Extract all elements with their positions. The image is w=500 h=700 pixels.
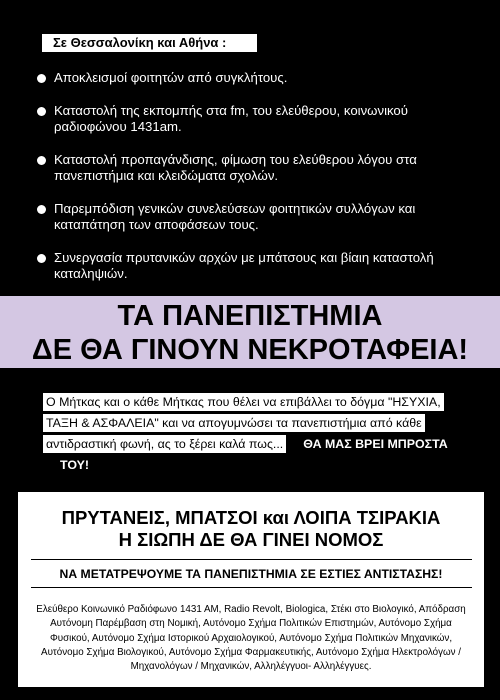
divider-top — [31, 559, 472, 560]
list-item — [37, 152, 477, 184]
bullet-dot-icon — [37, 254, 46, 263]
headline-banner — [0, 296, 500, 368]
list-item — [37, 70, 477, 86]
list-item-text: Παρεμπόδιση γενικών συνελεύσεων φοιτητικών συλλόγων και καταπάτηση των αποφάσεων τους. — [54, 201, 416, 232]
location-subtitle: Σε Θεσσαλονίκη και Αθήνα : — [42, 34, 257, 52]
slogan-line-1: ΠΡΥΤΑΝΕΙΣ, ΜΠΑΤΣΟΙ και ΛΟΙΠΑ ΤΣΙΡΑΚΙΑ — [61, 507, 441, 528]
list-item-text: Καταστολή της εκπομπής στα fm, του ελεύθερου, κοινωνικού ραδιοφώνου 1431am. — [54, 103, 408, 134]
slogan-headline — [18, 507, 484, 551]
grievances-panel — [15, 18, 485, 296]
banner-line-1: ΤΑ ΠΑΝΕΠΙΣΤΗΜΙΑ — [117, 300, 383, 332]
bullet-dot-icon — [37, 156, 46, 165]
statement-highlight: ΘΑ ΜΑΣ ΒΡΕΙ ΜΠΡΟΣΤΑ ΤΟΥ! — [57, 435, 451, 474]
banner-line-2: ΔΕ ΘΑ ΓΙΝΟΥΝ ΝΕΚΡΟΤΑΦΕΙΑ! — [31, 334, 469, 366]
bullet-dot-icon — [37, 205, 46, 214]
grievance-list — [37, 70, 477, 299]
statement-text: Ο Μήτκας και ο κάθε Μήτκας που θέλει να επιβάλλει το δόγμα "ΗΣΥΧΙΑ, ΤΑΞΗ & ΑΣΦΑΛΕΙΑ" και να απογυμνώσει τα πανεπιστήμια από κάθε αντιδραστική φωνή, ας το ξέρει καλά πως... — [43, 393, 444, 453]
statement-block — [43, 392, 463, 476]
callout-text: ΝΑ ΜΕΤΑΤΡΕΨΟΥΜΕ ΤΑ ΠΑΝΕΠΙΣΤΗΜΙΑ ΣΕ ΕΣΤΙΕΣ ΑΝΤΙΣΤΑΣΗΣ! — [59, 567, 443, 581]
bullet-dot-icon — [37, 74, 46, 83]
slogan-panel — [18, 492, 484, 687]
list-item — [37, 250, 477, 282]
list-item-text: Συνεργασία πρυτανικών αρχών με μπάτσους και βίαιη καταστολή καταληψιών. — [54, 250, 434, 281]
list-item-text: Καταστολή προπαγάνδισης, φίμωση του ελεύθερου λόγου στα πανεπιστήμια και κλειδώματα σχολών. — [54, 152, 417, 183]
slogan-line-2: Η ΣΙΩΠΗ ΔΕ ΘΑ ΓΙΝΕΙ ΝΟΜΟΣ — [118, 529, 384, 550]
signatories-text: Ελεύθερο Κοινωνικό Ραδιόφωνο 1431 ΑΜ, Radio Revolt, Biologica, Στέκι στο Βιολογικό, Απόδραση Αυτόνομη Παρέμβαση στη Νομική, Αυτόνομο Σχήμα Πολιτικών Επιστημών, Αυτόνομο Σχήμα Φυσικού, Αυτόνομο Σχήμα Ιστορικού Αρχαιολογικού, Αυτόνομο Σχήμα Πολιτικών Μηχανικών, Αυτόνομο Σχήμα Βιολογικού, Αυτόνομο Σχήμα Φαρμακευτικής, Αυτόνομο Σχήμα Ηλεκτρολόγων / Μηχανολόγων / Μηχανικών, Αλληλέγγυοι- Αλληλέγγυες. — [36, 604, 466, 673]
list-item — [37, 103, 477, 135]
bullet-dot-icon — [37, 107, 46, 116]
divider-bottom — [31, 587, 472, 588]
list-item — [37, 201, 477, 233]
list-item-text: Αποκλεισμοί φοιτητών από συγκλήτους. — [54, 70, 288, 85]
